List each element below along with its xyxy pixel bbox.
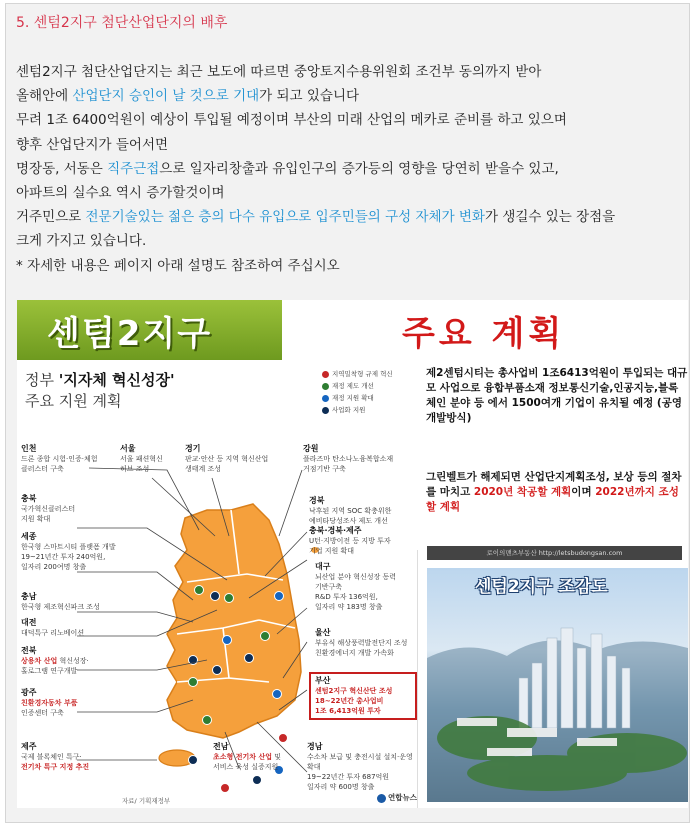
- region-chungbuk-gyeongbuk-jeju: 충북·경북·제주 U턴·지방이전 등 지방 투자 기업 지원 확대: [309, 526, 391, 555]
- plan-infographic: [17, 300, 688, 808]
- region-chungbuk: 충북 국가혁신클러스터 지원 확대: [21, 494, 76, 523]
- article-line: [16, 60, 686, 84]
- legend-label: 지역밀착형 규제 혁신: [332, 370, 393, 378]
- region-incheon: 인천 드론 종합 시험·인증·체험 클러스터 구축: [21, 444, 98, 473]
- article-text: 올해안에: [16, 88, 73, 105]
- region-daejeon: 대전 대덕특구 리노베이션: [21, 618, 85, 637]
- highlighted-phrase: 전문기술있는 젊은 층의 다수 유입으로 입주민들의 구성 자체가 변화: [85, 209, 485, 226]
- region-gyeonggi: 경기 판교·안산 등 지역 혁신산업 생태계 조성: [185, 444, 269, 473]
- legend-label: 재정 제도 개선: [332, 382, 374, 390]
- legend-label: 사업화 지원: [332, 406, 366, 414]
- article-text: 으로 일자리창출과 유입인구의 증가등의 영향을 당연히 받을수 있고,: [159, 160, 559, 177]
- region-gwangju: 광주 친환경자동차 부품 인증센터 구축: [21, 688, 78, 717]
- region-jeju: 제주 국제 블록체인 특구· 전기차 특구 지정 추진: [21, 742, 90, 771]
- region-jeonnam: 전남 초소형 전기차 산업 및 서비스 육성 실증지원: [213, 742, 281, 771]
- article-text: 명장동, 서동은: [16, 160, 108, 177]
- region-busan-highlight: 부산 센텀2지구 혁신산단 조성 18~22년간 총사업비 1조 6,413억원 투자: [309, 672, 417, 720]
- article-text: 크게 가지고 있습니다.: [16, 233, 147, 250]
- section-heading: 5. 센텀2지구 첨단산업단지의 배후: [16, 15, 228, 31]
- article-text: 센텀2지구 첨단산업단지는 최근 보도에 따르면 중앙토지수용위원회 조건부 동의까지 받아: [16, 64, 542, 80]
- article-line: [16, 229, 686, 253]
- region-chungnam: 충남 한국형 제조혁신파크 조성: [21, 592, 100, 611]
- plan-summary-text: 제2센텀시티는 총사업비 1조6413억원이 투입되는 대규모 사업으로 융합부품소재 정보통신기술,인공지능,블록체인 분야 등 에서 1500여개 기업이 유치될 예정 (공영개발방식): [426, 367, 688, 424]
- infographic-banner: [17, 300, 688, 360]
- map-title-line2: 주요 지원 계획: [25, 392, 122, 410]
- highlighted-phrase: 직주근접: [107, 160, 160, 177]
- source-watermark: 로이의맨츠부동산 http://letsbudongsan.com: [427, 546, 682, 560]
- article-line: [16, 157, 686, 181]
- article-line: [16, 254, 686, 278]
- legend-label: 재정 지원 확대: [332, 394, 374, 402]
- region-gangwon: 강원 플라즈마 탄소나노융복합소재 거점기반 구축: [303, 444, 394, 473]
- region-seoul: 서울 서울 패션혁신 허브 조성: [120, 444, 163, 473]
- region-jeonbuk: 전북 상용차 산업 혁신성장· 홀로그램 연구개발: [21, 646, 89, 675]
- banner-title-plan: 주요 계획: [402, 314, 566, 354]
- yonhap-logo-mark: [377, 794, 386, 803]
- region-gyeongbuk: 경북 낙후된 지역 SOC 확충위한 예비타당성조사 제도 개선: [309, 496, 392, 525]
- article-text: 가 되고 있습니다: [259, 88, 360, 105]
- article-line: [16, 181, 686, 205]
- article-text: * 자세한 내용은 페이지 아래 설명도 참조하여 주십시오: [16, 257, 340, 274]
- map-title-quote: '지자체 혁신성장': [58, 371, 175, 389]
- plan-schedule-text: 그린벨트가 해제되면 산업단지계획조성, 보상 등의 절차를 마치고 2020년 착공할 계획이며 2022년까지 조성할 계획: [426, 471, 682, 513]
- map-credit: 자료/ 기획재정부: [122, 797, 171, 805]
- region-gyeongnam: 경남 수소차 보급 및 충전시설 설치·운영 확대 19~22년간 투자 687억원 일자리 약 600명 창출: [307, 742, 413, 791]
- content-frame: [5, 3, 690, 823]
- region-sejong: 세종 한국형 스마트시티 플랫폼 개발 19~21년간 투자 240억원, 일자리 200여명 창출: [21, 532, 116, 571]
- article-line: [16, 205, 686, 229]
- highlighted-phrase: 산업단지 승인이 날 것으로 기대: [72, 88, 260, 105]
- banner-title-centum: 센텀2지구: [47, 314, 213, 354]
- birds-eye-rendering: [427, 568, 688, 802]
- article-line: [16, 84, 686, 108]
- article-text: 무려 1조 6400억원이 예상이 투입될 예정이며 부산의 미래 산업의 메카로 준비를 하고 있으며: [16, 112, 567, 129]
- article-text: 가 생길수 있는 장점을: [484, 209, 616, 226]
- render-title: 센텀2지구 조감도: [475, 577, 608, 597]
- region-daegu: 대구 뇌산업 분야 혁신성장 동력 기반구축 R&D 투자 136억원, 일자리 약 183명 창출: [315, 562, 397, 611]
- article-text: 거주민으로: [16, 209, 86, 226]
- article-text: 향후 산업단지가 들어서면: [16, 136, 169, 153]
- article-body: [16, 60, 686, 278]
- skyline-illustration: [427, 568, 688, 802]
- article-line: [16, 108, 686, 132]
- region-ulsan: 울산 부유식 해상풍력발전단지 조성 친환경에너지 개발 가속화: [315, 628, 408, 657]
- support-map-panel: [17, 360, 418, 808]
- plan-text-panel: [417, 360, 688, 550]
- article-line: [16, 133, 686, 157]
- map-title-prefix: 정부: [25, 371, 59, 389]
- yonhap-logo: 연합뉴스: [377, 792, 417, 803]
- article-text: 아파트의 실수요 역시 증가할것이며: [16, 185, 225, 202]
